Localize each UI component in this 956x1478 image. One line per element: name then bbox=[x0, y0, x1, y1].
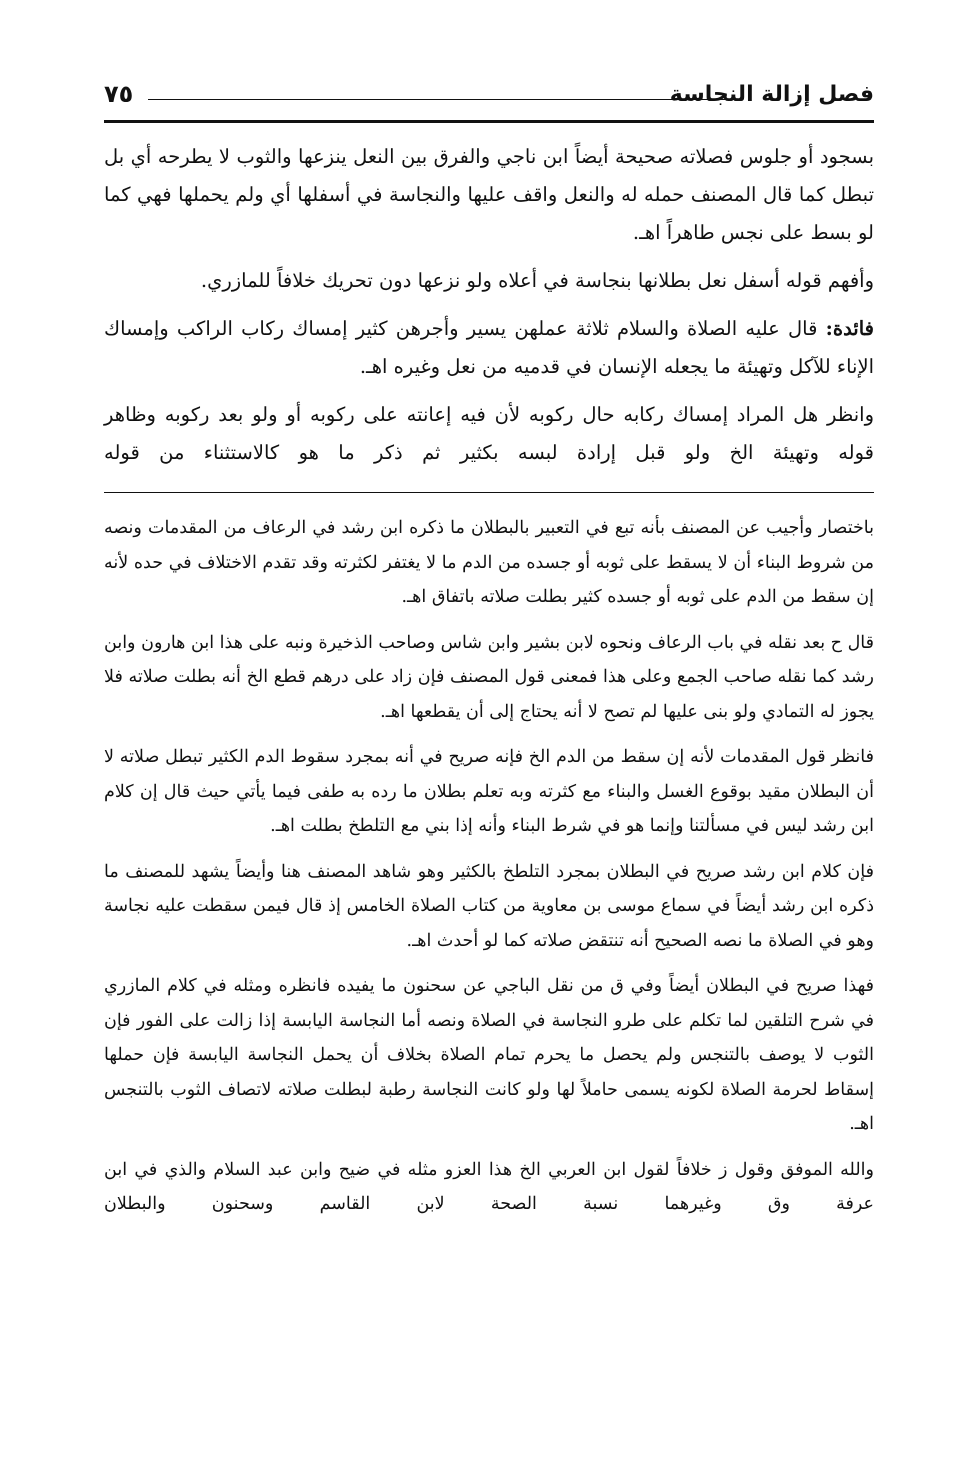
footnote-paragraph-1: باختصار وأجيب عن المصنف بأنه تبع في التعبير بالبطلان ما ذكره ابن رشد في الرعاف من المقدمات ونصه من شروط البناء أن لا يسقط على ثوبه أو جسده من الدم ما لا يغتفر لكثرته وقد تقدم الاختلاف في حده لأنه إن سقط من الدم على ثوبه أو جسده كثير بطلت صلاته باتفاق اهـ. bbox=[104, 518, 874, 607]
main-paragraph-2: وأفهم قوله أسفل نعل بطلانها بنجاسة في أعلاه ولو نزعها دون تحريك خلافاً للمازري. bbox=[200, 269, 874, 292]
main-text bbox=[104, 138, 874, 472]
header-dash-line bbox=[148, 99, 736, 100]
page-header bbox=[104, 78, 874, 118]
footnote-paragraph-6: والله الموفق وقول ز خلافاً لقول ابن العربي الخ هذا العزو مثله في ضيح وابن عبد السلام والذي في ابن عرفة وق وغيرهما نسبة الصحة لابن القاسم وسحنون والبطلان bbox=[104, 1159, 874, 1214]
main-paragraph-4: وانظر هل المراد إمساك ركابه حال ركوبه لأن فيه إعانته على ركوبه أو ولو بعد ركوبه وظاهر قوله وتهيئة الخ ولو قبل إرادة لبسه بكثير ثم ذكر ما هو كالاستثناء من قوله bbox=[104, 403, 874, 464]
footnote-paragraph-2: قال ح بعد نقله في باب الرعاف ونحوه لابن بشير وابن شاس وصاحب الذخيرة ونبه على هذا ابن هارون وابن رشد كما نقله صاحب الجمع وعلى هذا فمعنى قول المصنف فإن زاد على درهم قطع الخ أنه بطلت صلاته فلا يجوز له التمادي ولو بنى عليها لم تصح لا أنه يحتاج إلى أن يقطعها اهـ. bbox=[104, 632, 874, 722]
main-paragraph-1: بسجود أو جلوس فصلاته صحيحة أيضاً ابن ناجي والفرق بين النعل ينزعها والثوب لا يطرحه أي بل تبطل كما قال المصنف حمله له والنعل واقف عليها والنجاسة في أسفلها أي ولم يحملها فهي كما لو بسط على نجس طاهراً اهـ. bbox=[104, 145, 874, 244]
benefit-label: فائدة: bbox=[825, 317, 874, 340]
footnote-paragraph-3: فانظر قول المقدمات لأنه إن سقط من الدم الخ فإنه صريح في أنه بمجرد سقوط الدم الكثير تبطل صلاته لا أن البطلان مقيد بوقوع الغسل والبناء مع كثرته وبه تعلم بطلان ما رده به طفى فيما يأتي حيث قال إن كلام ابن رشد ليس في مسألتنا وإنما هو في شرط البناء وأنه إذا بني مع التلطخ بطلت اهـ. bbox=[104, 747, 874, 836]
footnote-divider bbox=[104, 492, 874, 493]
footnotes bbox=[104, 511, 874, 1222]
footnote-paragraph-4: فإن كلام ابن رشد صريح في البطلان بمجرد التلطخ بالكثير وهو شاهد المصنف هنا وأيضاً يشهد للمصنف ما ذكره ابن رشد أيضاً في سماع موسى بن معاوية من كتاب الصلاة الخامس إذ قال فيمن سقطت عليه نجاسة وهو في الصلاة ما نصه الصحيح أنه تنتقض صلاته كما لو أحدث اهـ. bbox=[104, 861, 874, 951]
benefit-text: قال عليه الصلاة والسلام ثلاثة عملهن يسير وأجرهن كثير إمساك ركاب الراكب وإمساك الإناء للآكل وتهيئة ما يجعله الإنسان في قدميه من نعل وغيره اهـ. bbox=[104, 317, 874, 378]
footnote-paragraph-5: فهذا صريح في البطلان أيضاً وفي ق من نقل الباجي عن سحنون ما يفيده فانظره ومثله في كلام المازري في شرح التلقين لما تكلم على طرو النجاسة في الصلاة ونصه أما النجاسة اليابسة إذا زالت على الفور فإن الثوب لا يوصف بالتنجس ولم يحصل ما يحرم تمام الصلاة بخلاف أن يحمل النجاسة اليابسة فإن حملها إسقاط لحرمة الصلاة لكونه يسمى حاملاً لها ولو كانت النجاسة رطبة لبطلت صلاته لاتصاف الثوب بالتنجس اهـ. bbox=[104, 976, 874, 1134]
book-page bbox=[104, 78, 874, 1458]
header-rule bbox=[104, 120, 874, 123]
main-paragraph-3 bbox=[104, 310, 874, 386]
page-number: ٧٥ bbox=[104, 80, 134, 108]
running-title: فصل إزالة النجاسة bbox=[669, 82, 874, 107]
